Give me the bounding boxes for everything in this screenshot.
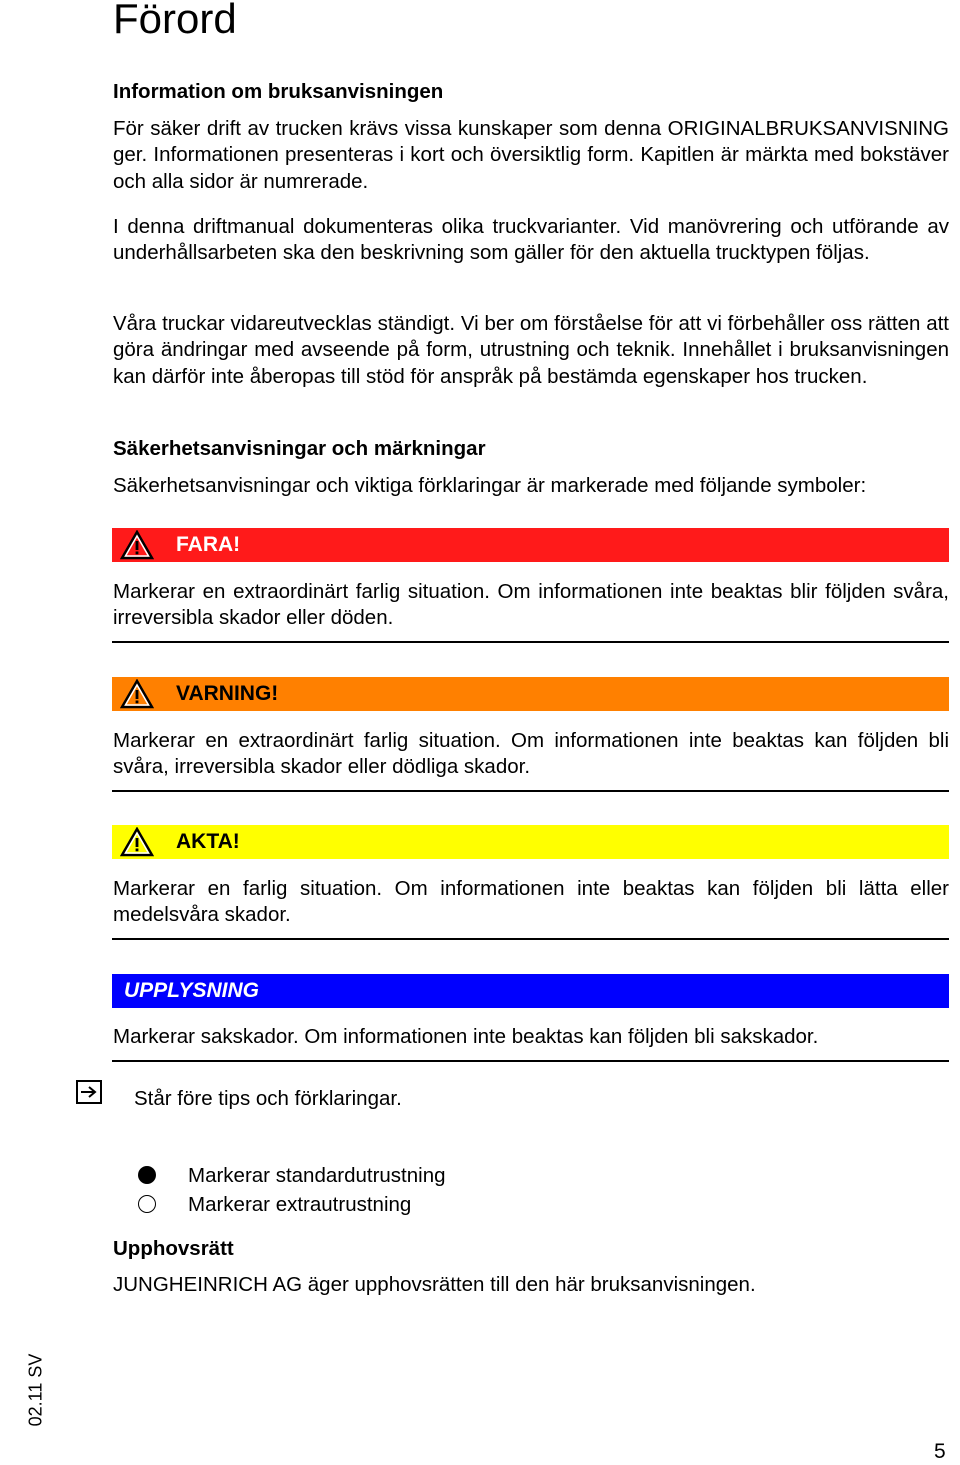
warning-triangle-icon (120, 530, 154, 560)
danger-label: FARA! (176, 533, 241, 556)
notice-label: UPPLYSNING (124, 979, 259, 1002)
caution-label: AKTA! (176, 830, 240, 853)
empty-circle-icon (138, 1195, 156, 1213)
document-code: 02.11 SV (25, 1353, 46, 1427)
caution-text: Markerar en farlig situation. Om informationen inte beaktas kan följden bli lätta eller medelsvåra skador. (113, 877, 949, 927)
notice-text: Markerar sakskador. Om informationen inte beaktas kan följden bli sakskador. (113, 1025, 819, 1048)
notice-banner (112, 974, 949, 1008)
section-heading-safety: Säkerhetsanvisningar och märkningar (113, 437, 486, 460)
warning-triangle-icon (120, 679, 154, 709)
divider (112, 1060, 949, 1062)
warning-label: VARNING! (176, 682, 279, 705)
standard-equipment-text: Markerar standardutrustning (188, 1164, 446, 1187)
page-title: Förord (113, 0, 237, 42)
warning-triangle-icon (120, 827, 154, 857)
danger-text: Markerar en extraordinärt farlig situation. Om informationen inte beaktas blir följden svåra, irreversibla skador eller döden. (113, 580, 949, 630)
arrow-box-icon (76, 1080, 102, 1104)
copyright-text: JUNGHEINRICH AG äger upphovsrätten till den här bruksanvisningen. (113, 1273, 756, 1296)
page-number: 5 (934, 1440, 946, 1463)
section-heading-copyright: Upphovsrätt (113, 1237, 234, 1260)
info-paragraph-3: Våra truckar vidareutvecklas ständigt. Vi ber om förståelse för att vi förbehåller oss rätten att göra ändringar med avseende på form, utrustning och teknik. Innehållet i bruksanvisningen kan därför inte åberopas till stöd för anspråk på bestämda egenskaper hos trucken. (113, 312, 949, 388)
safety-intro: Säkerhetsanvisningar och viktiga förklaringar är markerade med följande symboler: (113, 474, 867, 497)
filled-circle-icon (138, 1166, 156, 1184)
divider (112, 790, 949, 792)
caution-banner (112, 825, 949, 859)
info-paragraph-2: I denna driftmanual dokumenteras olika truckvarianter. Vid manövrering och utförande av underhållsarbeten ska den beskrivning som gäller för den aktuella trucktypen följas. (113, 215, 949, 265)
warning-text: Markerar en extraordinärt farlig situation. Om informationen inte beaktas kan följden bli svåra, irreversibla skador eller dödliga skador. (113, 729, 949, 779)
divider (112, 938, 949, 940)
extra-equipment-text: Markerar extrautrustning (188, 1193, 412, 1216)
section-heading-info: Information om bruksanvisningen (113, 80, 444, 103)
divider (112, 641, 949, 643)
warning-banner (112, 677, 949, 711)
danger-banner (112, 528, 949, 562)
tip-text: Står före tips och förklaringar. (134, 1087, 402, 1110)
info-paragraph-1: För säker drift av trucken krävs vissa kunskaper som denna ORIGINALBRUKSANVISNING ger. Informationen presenteras i kort och översiktlig form. Kapitlen är märkta med bokstäver och alla sidor är numrerade. (113, 117, 949, 193)
